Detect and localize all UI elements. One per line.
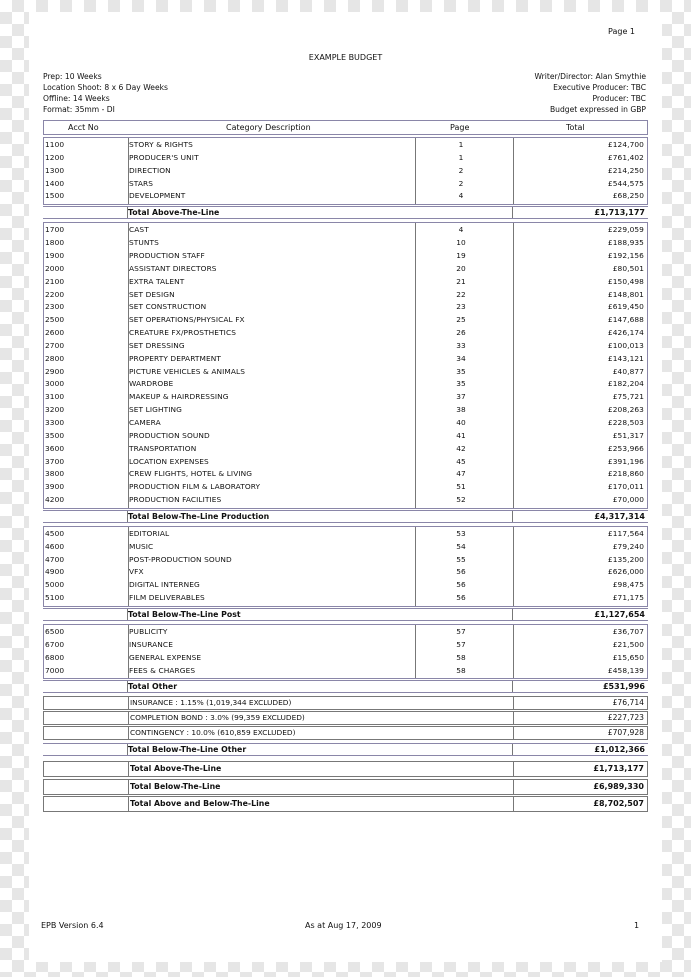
category-cell: MAKEUP & HAIRDRESSING (129, 392, 229, 402)
column-divider (128, 780, 129, 794)
category-cell: CREW FLIGHTS, HOTEL & LIVING (129, 469, 253, 479)
budget-section (43, 137, 648, 205)
page-cell: 19 (456, 250, 466, 260)
page-cell: 42 (456, 443, 466, 453)
acct-no-cell: 4900 (45, 567, 65, 577)
table-row (44, 456, 647, 469)
column-divider (513, 727, 514, 739)
total-cell: £40,877 (612, 366, 644, 376)
page-cell: 1 (458, 140, 464, 149)
category-cell: SET LIGHTING (129, 405, 182, 415)
acct-no-cell: 3600 (45, 443, 65, 453)
table-row (44, 178, 647, 191)
table-row (44, 327, 647, 340)
acct-no-cell: 5100 (45, 593, 65, 603)
total-cell: £117,564 (607, 528, 644, 538)
category-cell: DIGITAL INTERNEG (129, 580, 200, 590)
column-divider (513, 712, 514, 724)
summary-total-amount: £8,702,507 (593, 799, 644, 809)
column-divider (128, 697, 129, 709)
acct-no-cell: 1400 (45, 178, 65, 188)
col-page: Page (450, 123, 470, 132)
acct-no-cell: 1800 (45, 238, 65, 248)
total-cell: £458,139 (607, 665, 644, 675)
acct-no-cell: 1900 (45, 250, 65, 260)
summary-total-row (43, 779, 648, 795)
table-row (44, 263, 647, 276)
additional-cost-amount: £707,928 (607, 728, 644, 738)
page-label: Page 1 (608, 27, 635, 36)
column-divider (512, 744, 513, 755)
footer-version: EPB Version 6.4 (41, 921, 104, 930)
table-row (44, 468, 647, 481)
total-cell: £218,860 (607, 469, 644, 479)
format-info: Format: 35mm - DI (43, 105, 115, 114)
table-row (44, 301, 647, 314)
acct-no-cell: 5000 (45, 580, 65, 590)
acct-no-cell: 3200 (45, 405, 65, 415)
total-cell: £228,503 (607, 418, 644, 427)
other-total-amount: £1,012,366 (594, 745, 645, 755)
acct-no-cell: 2300 (45, 302, 65, 312)
category-cell: PRODUCTION STAFF (129, 250, 205, 260)
column-divider (128, 712, 129, 724)
table-header (43, 120, 648, 135)
total-cell: £426,174 (607, 328, 644, 338)
total-cell: £214,250 (607, 165, 644, 175)
page-cell: 26 (456, 328, 466, 338)
page-cell: 23 (456, 302, 466, 312)
category-cell: PUBLICITY (129, 627, 168, 637)
additional-cost-row (43, 726, 648, 740)
section-total-label: Total Above-The-Line (128, 208, 220, 218)
acct-no-cell: 3700 (45, 456, 65, 466)
acct-no-cell: 3100 (45, 392, 65, 402)
summary-total-label: Total Above-The-Line (130, 764, 222, 774)
acct-no-cell: 3900 (45, 482, 65, 492)
additional-cost-label: INSURANCE : 1.15% (1,019,344 EXCLUDED) (130, 698, 292, 708)
currency-note: Budget expressed in GBP (549, 105, 646, 114)
category-cell: STUNTS (129, 238, 159, 248)
page-cell: 21 (456, 276, 466, 286)
column-divider (512, 511, 513, 522)
acct-no-cell: 4700 (45, 554, 65, 564)
document-title: EXAMPLE BUDGET (308, 53, 383, 62)
category-cell: WARDROBE (129, 379, 174, 389)
page-cell: 55 (456, 554, 466, 564)
summary-total-amount: £6,989,330 (593, 781, 644, 791)
column-divider (512, 609, 513, 620)
section-total-amount: £1,127,654 (594, 610, 645, 620)
total-cell: £68,250 (612, 191, 644, 201)
category-cell: EXTRA TALENT (129, 276, 185, 286)
acct-no-cell: 3300 (45, 418, 65, 427)
page-cell: 57 (456, 627, 466, 637)
table-row (44, 353, 647, 366)
acct-no-cell: 2600 (45, 328, 65, 338)
col-acct-no: Acct No (68, 123, 99, 132)
column-divider (513, 797, 514, 811)
page-cell: 40 (456, 418, 466, 427)
acct-no-cell: 1100 (45, 140, 65, 149)
page-cell: 1 (458, 152, 464, 162)
total-cell: £544,575 (607, 178, 644, 188)
total-cell: £70,000 (612, 495, 644, 505)
total-cell: £170,011 (607, 482, 644, 492)
acct-no-cell: 2800 (45, 353, 65, 363)
acct-no-cell: 6500 (45, 627, 65, 637)
category-cell: FILM DELIVERABLES (129, 593, 205, 603)
total-cell: £75,721 (612, 392, 644, 402)
acct-no-cell: 2200 (45, 289, 65, 299)
category-cell: STORY & RIGHTS (129, 140, 193, 149)
total-cell: £79,240 (612, 541, 644, 551)
section-total-row (43, 608, 648, 621)
table-row (44, 652, 647, 665)
page-cell: 56 (456, 580, 466, 590)
acct-no-cell: 2900 (45, 366, 65, 376)
additional-cost-row (43, 696, 648, 710)
page-cell: 38 (456, 405, 466, 415)
acct-no-cell: 1500 (45, 191, 65, 201)
page-cell: 25 (456, 315, 466, 325)
category-cell: DIRECTION (129, 165, 171, 175)
table-row (44, 639, 647, 652)
table-row (44, 190, 647, 203)
additional-cost-amount: £76,714 (612, 698, 644, 708)
column-divider (513, 780, 514, 794)
table-row (44, 366, 647, 379)
summary-total-row (43, 796, 648, 812)
total-cell: £148,801 (607, 289, 644, 299)
section-total-amount: £1,713,177 (594, 208, 645, 218)
total-cell: £71,175 (612, 593, 644, 603)
total-cell: £208,263 (607, 405, 644, 415)
category-cell: STARS (129, 178, 154, 188)
page-cell: 45 (456, 456, 466, 466)
section-total-row (43, 510, 648, 523)
table-row (44, 165, 647, 178)
category-cell: PRODUCTION FILM & LABORATORY (129, 482, 261, 492)
total-cell: £21,500 (612, 639, 644, 649)
total-cell: £192,156 (607, 250, 644, 260)
table-row (44, 314, 647, 327)
col-total: Total (566, 123, 585, 132)
column-divider (128, 727, 129, 739)
category-cell: INSURANCE (129, 639, 173, 649)
section-total-amount: £4,317,314 (594, 511, 645, 521)
acct-no-cell: 2500 (45, 315, 65, 325)
total-cell: £229,059 (607, 225, 644, 235)
footer-page-number: 1 (634, 921, 640, 930)
section-total-label: Total Below-The-Line Post (128, 610, 241, 620)
page-cell: 22 (456, 289, 466, 299)
acct-no-cell: 4500 (45, 528, 65, 538)
table-row (44, 541, 647, 554)
column-divider (512, 681, 513, 692)
table-row (44, 250, 647, 263)
category-cell: TRANSPORTATION (129, 443, 197, 453)
total-cell: £15,650 (612, 652, 644, 662)
executive-producer: Executive Producer: TBC (553, 83, 646, 92)
page-cell: 2 (458, 165, 464, 175)
category-cell: PROPERTY DEPARTMENT (129, 353, 222, 363)
budget-section (43, 526, 648, 607)
total-cell: £51,317 (612, 430, 644, 440)
shoot-info: Location Shoot: 8 x 6 Day Weeks (43, 83, 168, 92)
category-cell: CREATURE FX/PROSTHETICS (129, 328, 237, 338)
page-cell: 53 (456, 528, 466, 538)
category-cell: EDITORIAL (129, 528, 170, 538)
category-cell: CAST (129, 225, 149, 235)
category-cell: VFX (129, 567, 144, 577)
total-cell: £135,200 (607, 554, 644, 564)
summary-total-row (43, 761, 648, 777)
total-cell: £391,196 (607, 456, 644, 466)
page-cell: 58 (456, 652, 466, 662)
producer: Producer: TBC (592, 94, 646, 103)
other-total-label: Total Below-The-Line Other (128, 745, 247, 755)
page-cell: 57 (456, 639, 466, 649)
table-row (44, 554, 647, 567)
offline-info: Offline: 14 Weeks (43, 94, 110, 103)
section-total-amount: £531,996 (602, 682, 645, 692)
category-cell: SET OPERATIONS/PHYSICAL FX (129, 315, 245, 325)
other-total-row (43, 743, 648, 756)
total-cell: £143,121 (607, 353, 644, 363)
table-row (44, 528, 647, 541)
total-cell: £619,450 (607, 302, 644, 312)
category-cell: PICTURE VEHICLES & ANIMALS (129, 366, 246, 376)
page-cell: 56 (456, 593, 466, 603)
table-row (44, 276, 647, 289)
total-cell: £98,475 (612, 580, 644, 590)
page-cell: 2 (458, 178, 464, 188)
table-row (44, 289, 647, 302)
page-cell: 35 (456, 379, 466, 389)
total-cell: £80,501 (612, 263, 644, 273)
category-cell: LOCATION EXPENSES (129, 456, 209, 466)
table-row (44, 592, 647, 605)
category-cell: SET CONSTRUCTION (129, 302, 207, 312)
section-total-label: Total Below-The-Line Production (128, 511, 270, 521)
summary-total-label: Total Below-The-Line (130, 781, 221, 791)
acct-no-cell: 3800 (45, 469, 65, 479)
writer-director: Writer/Director: Alan Smythie (534, 72, 646, 81)
additional-cost-amount: £227,723 (607, 713, 644, 723)
acct-no-cell: 7000 (45, 665, 65, 675)
page-cell: 41 (456, 430, 466, 440)
category-cell: GENERAL EXPENSE (129, 652, 202, 662)
budget-section (43, 624, 648, 679)
acct-no-cell: 3500 (45, 430, 65, 440)
category-cell: PRODUCTION SOUND (129, 430, 210, 440)
total-cell: £188,935 (607, 238, 644, 248)
acct-no-cell: 2100 (45, 276, 65, 286)
summary-total-label: Total Above and Below-The-Line (130, 799, 270, 809)
table-row (44, 665, 647, 678)
total-cell: £100,013 (607, 340, 644, 350)
section-total-row (43, 206, 648, 219)
additional-cost-label: CONTINGENCY : 10.0% (610,859 EXCLUDED) (130, 728, 296, 738)
acct-no-cell: 4200 (45, 495, 65, 505)
table-row (44, 378, 647, 391)
acct-no-cell: 1200 (45, 152, 65, 162)
additional-cost-row (43, 711, 648, 725)
category-cell: DEVELOPMENT (129, 191, 186, 201)
footer-date: As at Aug 17, 2009 (305, 921, 382, 930)
category-cell: SET DESIGN (129, 289, 175, 299)
table-row (44, 494, 647, 507)
acct-no-cell: 2700 (45, 340, 65, 350)
table-row (44, 340, 647, 353)
page-cell: 4 (458, 225, 464, 235)
page-cell: 52 (456, 495, 466, 505)
table-row (44, 481, 647, 494)
category-cell: PRODUCTION FACILITIES (129, 495, 222, 505)
budget-page (29, 12, 662, 962)
total-cell: £626,000 (607, 567, 644, 577)
table-row (44, 224, 647, 237)
acct-no-cell: 1300 (45, 165, 65, 175)
acct-no-cell: 2000 (45, 263, 65, 273)
prep-info: Prep: 10 Weeks (43, 72, 102, 81)
total-cell: £36,707 (612, 627, 644, 637)
category-cell: PRODUCER'S UNIT (129, 152, 199, 162)
page-cell: 34 (456, 353, 466, 363)
page-cell: 20 (456, 263, 466, 273)
table-row (44, 237, 647, 250)
additional-cost-label: COMPLETION BOND : 3.0% (99,359 EXCLUDED) (130, 713, 305, 723)
page-cell: 47 (456, 469, 466, 479)
page-cell: 54 (456, 541, 466, 551)
column-divider (128, 797, 129, 811)
budget-section (43, 222, 648, 509)
total-cell: £182,204 (607, 379, 644, 389)
table-row (44, 139, 647, 152)
page-cell: 58 (456, 665, 466, 675)
page-cell: 35 (456, 366, 466, 376)
page-cell: 33 (456, 340, 466, 350)
summary-total-amount: £1,713,177 (593, 764, 644, 774)
table-row (44, 417, 647, 430)
table-row (44, 626, 647, 639)
acct-no-cell: 1700 (45, 225, 65, 235)
column-divider (513, 762, 514, 776)
table-row (44, 404, 647, 417)
col-category: Category Description (226, 123, 311, 132)
total-cell: £253,966 (607, 443, 644, 453)
acct-no-cell: 3000 (45, 379, 65, 389)
category-cell: SET DRESSING (129, 340, 185, 350)
category-cell: CAMERA (129, 418, 161, 427)
table-row (44, 579, 647, 592)
table-row (44, 152, 647, 165)
column-divider (512, 207, 513, 218)
table-row (44, 566, 647, 579)
page-cell: 4 (458, 191, 464, 201)
total-cell: £150,498 (607, 276, 644, 286)
table-row (44, 443, 647, 456)
table-row (44, 430, 647, 443)
section-total-label: Total Other (128, 682, 178, 692)
section-total-row (43, 680, 648, 693)
category-cell: ASSISTANT DIRECTORS (129, 263, 217, 273)
acct-no-cell: 6800 (45, 652, 65, 662)
acct-no-cell: 6700 (45, 639, 65, 649)
page-cell: 51 (456, 482, 466, 492)
total-cell: £124,700 (607, 140, 644, 149)
category-cell: POST-PRODUCTION SOUND (129, 554, 232, 564)
total-cell: £761,402 (607, 152, 644, 162)
table-row (44, 391, 647, 404)
column-divider (128, 762, 129, 776)
column-divider (513, 697, 514, 709)
page-cell: 37 (456, 392, 466, 402)
page-cell: 56 (456, 567, 466, 577)
acct-no-cell: 4600 (45, 541, 65, 551)
page-cell: 10 (456, 238, 466, 248)
category-cell: MUSIC (129, 541, 154, 551)
category-cell: FEES & CHARGES (129, 665, 196, 675)
total-cell: £147,688 (607, 315, 644, 325)
